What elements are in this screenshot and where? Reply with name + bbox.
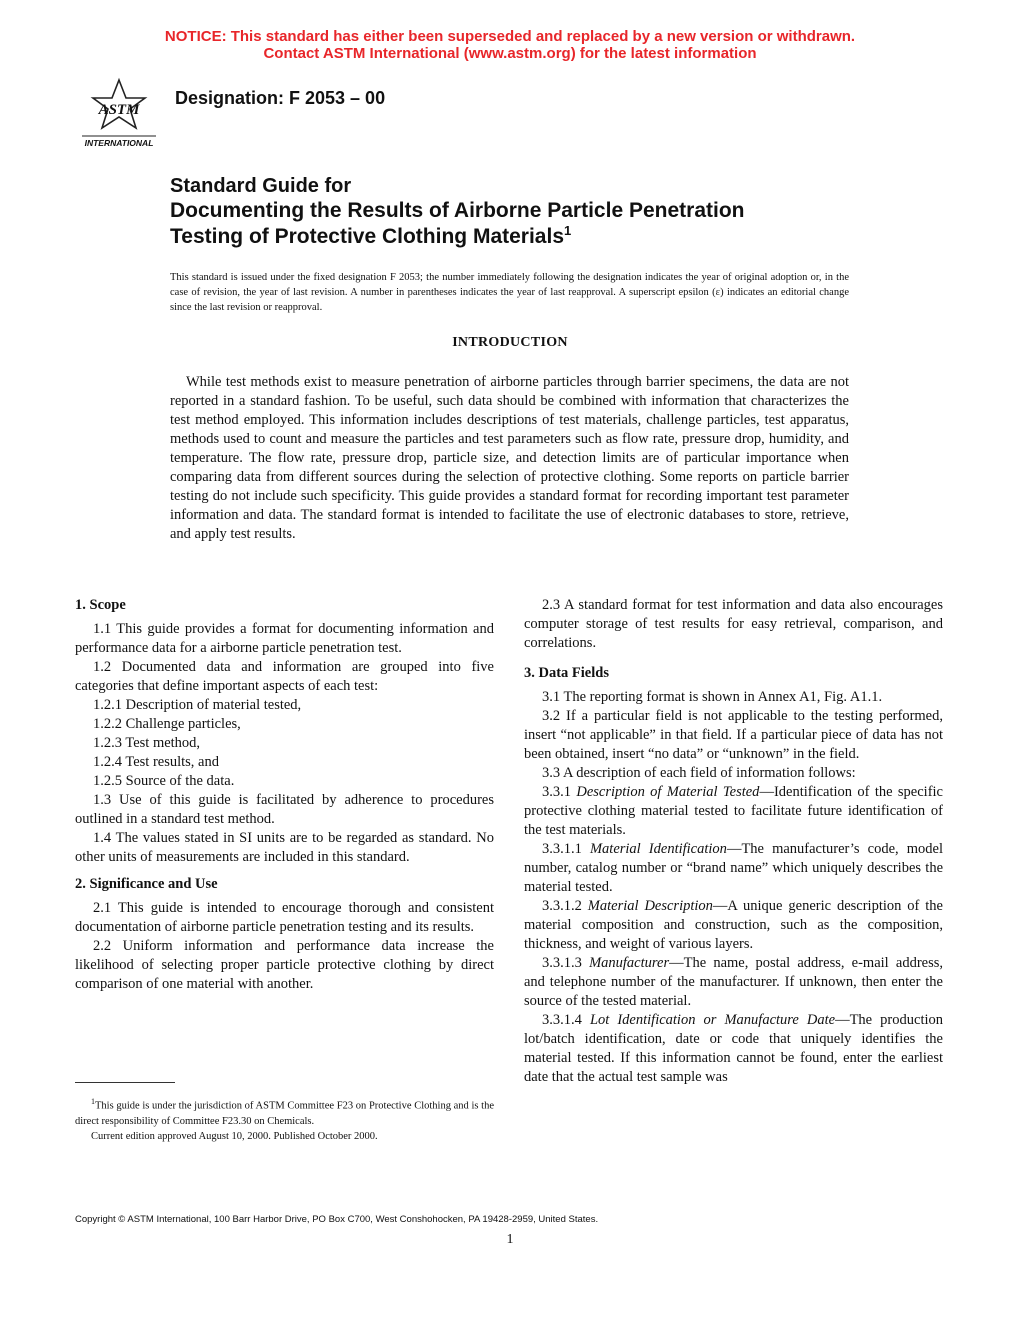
footnote-2: Current edition approved August 10, 2000. Published October 2000. <box>91 1130 378 1142</box>
paragraph-3-3-1-4 <box>524 1011 943 1087</box>
paragraph-2-2: 2.2 Uniform information and performance data increase the likelihood of selecting proper particle protective clothing by direct comparison of one material with another. <box>75 938 494 992</box>
footnote-text: This guide is under the jurisdiction of ASTM Committee F23 on Protective Clothing and is the direct responsibility of Committee F23.30 on Chemicals. <box>75 1100 494 1127</box>
paragraph-3-3-1-2 <box>524 897 943 954</box>
clause-number: 3.3.1.1 <box>542 841 590 857</box>
clause-number: 3.3.1.4 <box>542 1012 590 1028</box>
withdrawal-notice <box>0 28 1020 62</box>
footnote-mark: 1 <box>91 1097 95 1106</box>
right-column <box>524 596 943 1087</box>
clause-number: 3.3.1 <box>542 784 577 800</box>
footnote-divider <box>75 1082 175 1083</box>
paragraph-1-4: 1.4 The values stated in SI units are to be regarded as standard. No other units of measurements are included in this standard. <box>75 830 494 865</box>
paragraph-2-1: 2.1 This guide is intended to encourage thorough and consistent documentation of airborne particle penetration testing and its results. <box>75 900 494 935</box>
logo-subtext: INTERNATIONAL <box>84 138 154 148</box>
paragraph-3-1: 3.1 The reporting format is shown in Annex A1, Fig. A1.1. <box>542 689 883 705</box>
clause-term: Lot Identification or Manufacture Date <box>589 1012 836 1028</box>
list-item: 1.2.1 Description of material tested, <box>93 697 302 713</box>
astm-logo <box>78 76 160 150</box>
footnote <box>75 1094 494 1144</box>
issuance-statement: This standard is issued under the fixed designation F 2053; the number immediately following the designation indicates the year of original adoption or, in the case of revision, the year of last revision. A number in parentheses indicates the year of last reapproval. A superscript epsilon (ε) indicates an editorial change since the last revision or reapproval. <box>170 272 849 313</box>
clause-text: —The manufacturer’s code, model number, catalog number or “brand name” which uniquely describes the material tested. <box>524 841 943 895</box>
introduction-heading: INTRODUCTION <box>452 335 568 350</box>
left-column <box>75 596 494 994</box>
significance-heading: 2. Significance and Use <box>75 876 218 892</box>
title-line-1: Standard Guide for <box>170 175 352 197</box>
title-line-3 <box>170 224 930 250</box>
clause-term: Material Description <box>587 898 713 914</box>
title-footnote-mark: 1 <box>564 223 572 238</box>
paragraph-3-3-1-3 <box>524 954 943 1011</box>
footnote-1 <box>75 1094 494 1129</box>
paragraph-2-3: 2.3 A standard format for test information and data also encourages computer storage of test results for easy retrieval, comparison, and correlations. <box>524 597 943 651</box>
title-line-3-text: Testing of Protective Clothing Materials <box>170 225 564 248</box>
clause-term: Description of Material Tested <box>576 784 760 800</box>
clause-text: —Identification of the specific protective clothing material tested to facilitate future identification of the test materials. <box>524 784 943 838</box>
list-item: 1.2.4 Test results, and <box>93 754 219 770</box>
list-item: 1.2.2 Challenge particles, <box>93 716 241 732</box>
list-item: 1.2.5 Source of the data. <box>93 773 235 789</box>
title-line-2: Documenting the Results of Airborne Particle Penetration <box>170 199 745 222</box>
notice-line-1: NOTICE: This standard has either been superseded and replaced by a new version or withdrawn. <box>164 28 856 45</box>
clause-number: 3.3.1.2 <box>542 898 588 914</box>
paragraph-3-3-1-1 <box>524 840 943 897</box>
designation: Designation: F 2053 – 00 <box>175 88 386 108</box>
notice-line-2: Contact ASTM International (www.astm.org) for the latest information <box>263 45 757 62</box>
clause-term: Material Identification <box>589 841 727 857</box>
data-fields-heading: 3. Data Fields <box>524 665 609 681</box>
clause-text: —The production lot/batch identification, date or code that uniquely identifies the material tested. If this information cannot be found, enter the earliest date that the actual test sample was <box>524 1012 943 1085</box>
paragraph-1-1: 1.1 This guide provides a format for documenting information and performance data for a airborne particle penetration test. <box>75 621 494 656</box>
logo-text: ASTM <box>98 102 140 118</box>
paragraph-1-3: 1.3 Use of this guide is facilitated by adherence to procedures outlined in a standard test method. <box>75 792 494 827</box>
list-item: 1.2.3 Test method, <box>93 735 201 751</box>
paragraph-3-3-1 <box>524 783 943 840</box>
introduction-text: While test methods exist to measure penetration of airborne particles through barrier specimens, the data are not reported in a standard fashion. To be useful, such data should be combined with information that characterizes the test method employed. This information includes descriptions of test materials, challenge particles, test apparatus, methods used to count and measure the particles and test parameters such as flow rate, pressure drop, humidity, and temperature. The flow rate, pressure drop, particle size, and detection limits are of particular importance when comparing data from different sources during the selection of protective clothing. Some reports on particle barrier testing do not include such specificity. This guide provides a standard format for recording important test parameter information and data. The standard format is intended to facilitate the use of electronic databases to store, retrieve, and apply test results. <box>170 374 849 542</box>
paragraph-1-2: 1.2 Documented data and information are grouped into five categories that define important aspects of each test: <box>75 659 494 694</box>
clause-text: —A unique generic description of the material composition and construction, such as the composition, thickness, and weight of various layers. <box>524 898 943 952</box>
clause-term: Manufacturer <box>589 955 670 971</box>
scope-heading: 1. Scope <box>75 597 126 613</box>
clause-number: 3.3.1.3 <box>542 955 590 971</box>
clause-text: —The name, postal address, e-mail address, and telephone number of the manufacturer. If unknown, then enter the source of the tested material. <box>524 955 944 1009</box>
copyright-line: Copyright © ASTM International, 100 Barr Harbor Drive, PO Box C700, West Conshohocken, PA 19428-2959, United States. <box>75 1214 599 1225</box>
document-title <box>170 174 930 250</box>
astm-logo-icon <box>78 76 160 150</box>
paragraph-3-2: 3.2 If a particular field is not applicable to the testing performed, insert “not applicable” in that field. If a particular piece of data has not been obtained, insert “no data” or “unknown” in the field. <box>524 708 943 762</box>
paragraph-3-3: 3.3 A description of each field of information follows: <box>542 765 856 781</box>
page-number: 1 <box>506 1232 514 1247</box>
